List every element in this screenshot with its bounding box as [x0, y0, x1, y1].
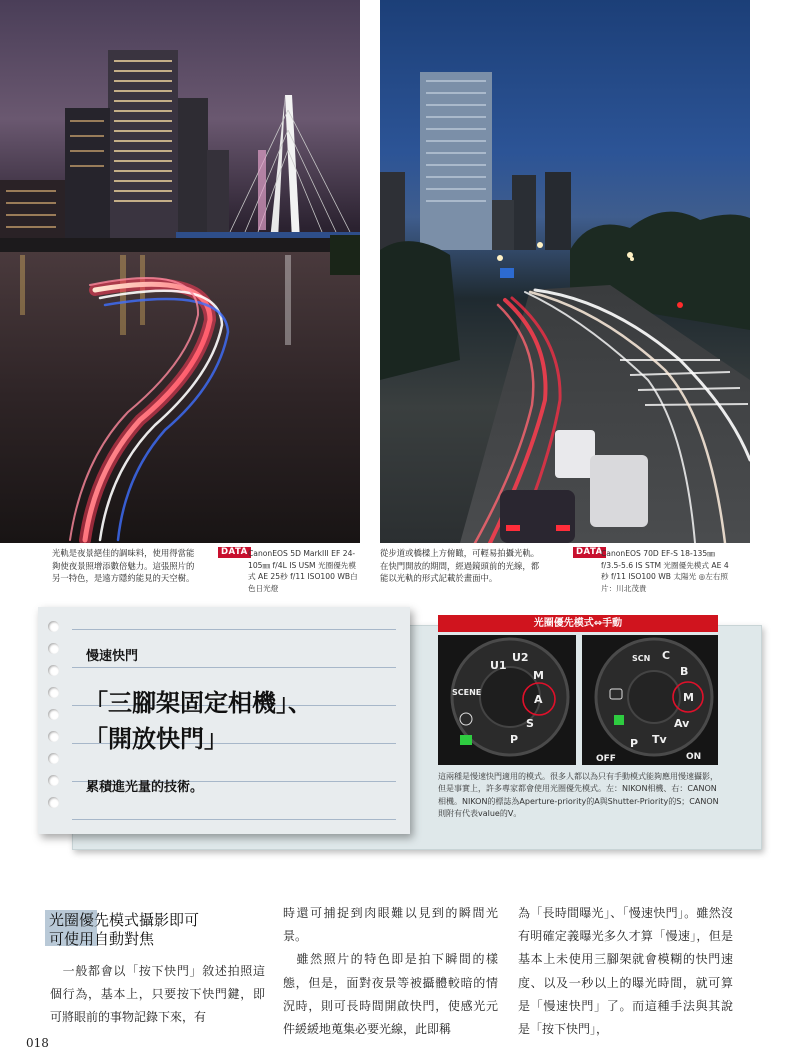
canon-mark: SCN — [632, 654, 651, 663]
page-number: 018 — [26, 1036, 49, 1050]
right-photo-data: CanonEOS 70D EF-S 18-135㎜ f/3.5-5.6 IS STM 光圈優先模式 AE 4秒 f/11 ISO100 WB 太陽光 ◎左右照片：川北茂貴 — [601, 549, 729, 593]
binder-hole — [48, 797, 59, 808]
nikon-mark: P — [510, 733, 519, 746]
article-heading-line1: 光圈優先模式攝影即可 — [49, 911, 200, 929]
binder-hole — [48, 731, 59, 742]
left-photo-caption: 光軌是夜景絕佳的調味料，使用得當能夠使夜景照增添數倍魅力。這張照片的另一特色，是遠方隱約能見的天空樹。 — [52, 548, 195, 584]
canon-mark: Tv — [652, 733, 667, 746]
nikon-mark: A — [534, 693, 543, 706]
panel-title — [84, 685, 312, 757]
canon-mark: P — [630, 737, 639, 750]
binder-hole — [48, 775, 59, 786]
canon-mark: B — [680, 665, 689, 678]
binder-hole — [48, 709, 59, 720]
nikon-mark: M — [533, 669, 544, 682]
ruled-line — [72, 667, 396, 668]
night-river-illustration — [0, 0, 360, 543]
canon-switch-off: OFF — [596, 754, 616, 764]
ruled-line — [72, 629, 396, 630]
city-road-illustration — [380, 0, 750, 543]
canon-mark: C — [662, 649, 671, 662]
canon-mode-dial — [582, 635, 718, 765]
nikon-mark: U1 — [490, 659, 507, 672]
binder-hole — [48, 621, 59, 632]
article-column-3: 為「長時間曝光」、「慢速快門」。雖然沒有明確定義曝光多久才算「慢速」，但是基本上未使用三腳架就會模糊的快門速度、以及一秒以上的曝光時間，就可算是「慢速快門」了。而這種手法與其說是「按下快門」， — [518, 906, 733, 1037]
binder-hole — [48, 665, 59, 676]
nikon-dial-graphic — [438, 635, 576, 765]
photo-city-road — [380, 0, 750, 543]
binder-hole — [48, 687, 59, 698]
nikon-mark: S — [526, 717, 534, 730]
article-column-1: 一般都會以「按下快門」敘述拍照這個行為，基本上，只要按下快門鍵，即可將眼前的事物記錄下來，有 — [50, 964, 265, 1025]
canon-mark: Av — [674, 717, 690, 730]
nikon-mode-dial — [438, 635, 576, 765]
mode-label: 光圈優先模式⇔手動 — [438, 615, 718, 632]
canon-mark: M — [683, 691, 694, 704]
article-heading-line2: 可使用自動對焦 — [49, 930, 155, 948]
ruled-line — [72, 819, 396, 820]
right-data-tag: DATA — [573, 547, 606, 558]
dial-description: 這兩種是慢速快門適用的模式。很多人都以為只有手動模式能夠應用慢速攝影，但是事實上，許多專家都會使用光圈優先模式。左：NIKON相機、右：CANON相機。NIKON的標誌為Aperture-priority的A與Shutter-Priority的S；CANON則附有代表value的V。 — [438, 772, 719, 818]
left-photo-data: CanonEOS 5D MarkIII EF 24-105㎜ f/4L IS USM 光圈優先模式 AE 25秒 f/11 ISO100 WB白色日光燈 — [248, 549, 358, 593]
panel-title-line2: 「開放快門」 — [84, 724, 228, 753]
nikon-mark: U2 — [512, 651, 529, 664]
canon-dial-graphic — [582, 635, 718, 765]
panel-title-line1: 「三腳架固定相機」、 — [84, 688, 312, 717]
panel-subtitle: 累積進光量的技術。 — [86, 780, 204, 795]
canon-switch-on: ON — [686, 752, 702, 762]
photo-night-river — [0, 0, 360, 543]
left-data-tag: DATA — [218, 547, 251, 558]
article-column-2: 時還可捕捉到肉眼難以見到的瞬間光景。 雖然照片的特色即是拍下瞬間的樣態，但是，面對夜景等被攝體較暗的情況時，則可長時間開啟快門，使感光元件緩緩地蒐集必要光線，此即稱 — [283, 906, 498, 1037]
binder-hole — [48, 753, 59, 764]
article-heading — [49, 911, 199, 949]
binder-hole — [48, 643, 59, 654]
panel-tag: 慢速快門 — [86, 649, 139, 664]
nikon-mark: SCENE — [452, 688, 482, 697]
right-photo-caption: 從步道或橋樑上方俯瞰，可輕易拍攝光軌。在快門開放的期間，經過鏡頭前的光線，都能以光軌的形式記載於畫面中。 — [380, 548, 540, 584]
